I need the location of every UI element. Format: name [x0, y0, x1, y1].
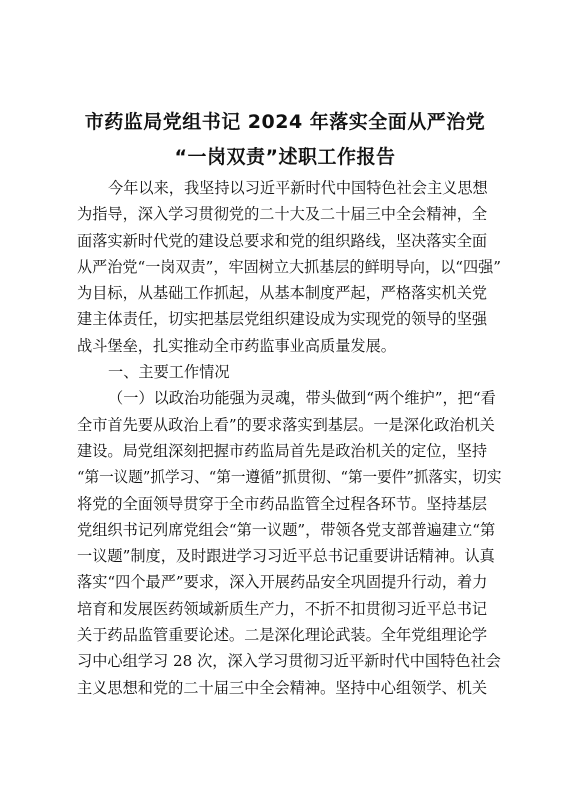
body-line: 建设。局党组深刻把握市药监局首先是政治机关的定位，坚持: [77, 441, 488, 460]
body-line: 将党的全面领导贯穿于全市药品监管全过程各环节。坚持基层: [77, 494, 488, 513]
section-heading: 一、主要工作情况: [108, 363, 230, 382]
body-line: （一）以政治功能强为灵魂，带头做到“两个维护”，把“看: [108, 389, 496, 408]
body-line: 培育和发展医药领域新质生产力，不折不扣贯彻习近平总书记: [77, 599, 488, 618]
document-title-line-1: 市药监局党组书记 2024 年落实全面从严治党: [84, 111, 486, 133]
body-line: 建主体责任，切实把基层党组织建设成为实现党的领导的坚强: [77, 310, 488, 329]
body-line: 今年以来，我坚持以习近平新时代中国特色社会主义思想: [108, 179, 488, 197]
body-line: 主义思想和党的二十届三中全会精神。坚持中心组领学、机关: [77, 678, 488, 697]
body-line: 落实“四个最严”要求，深入开展药品安全巩固提升行动，着力: [77, 573, 488, 592]
body-line: 习中心组学习 28 次，深入学习贯彻习近平新时代中国特色社会: [77, 652, 501, 671]
body-line: 关于药品监管重要论述。二是深化理论武装。全年党组理论学: [77, 626, 488, 645]
body-line: 党组织书记列席党组会“第一议题”，带领各党支部普遍建立“第: [77, 520, 496, 539]
body-line: 一议题”制度，及时跟进学习习近平总书记重要讲话精神。认真: [77, 547, 495, 566]
body-line: 从严治党“一岗双责”，牢固树立大抓基层的鲜明导向，以“四强”: [77, 257, 501, 276]
body-line: “第一议题”抓学习、“第一遵循”抓贯彻、“第一要件”抓落实，切实: [77, 468, 501, 487]
body-line: 全市首先要从政治上看”的要求落实到基层。一是深化政治机关: [77, 415, 495, 434]
body-line: 为指导，深入学习贯彻党的二十大及二十届三中全会精神，全: [77, 205, 488, 224]
body-line: 战斗堡垒，扎实推动全市药监事业高质量发展。: [77, 336, 396, 355]
body-line: 面落实新时代党的建设总要求和党的组织路线，坚决落实全面: [77, 231, 488, 250]
body-line: 为目标，从基础工作抓起，从基本制度严起，严格落实机关党: [77, 284, 488, 303]
document-title-line-2: “一岗双责”述职工作报告: [174, 146, 396, 168]
document-body: [77, 175, 501, 701]
